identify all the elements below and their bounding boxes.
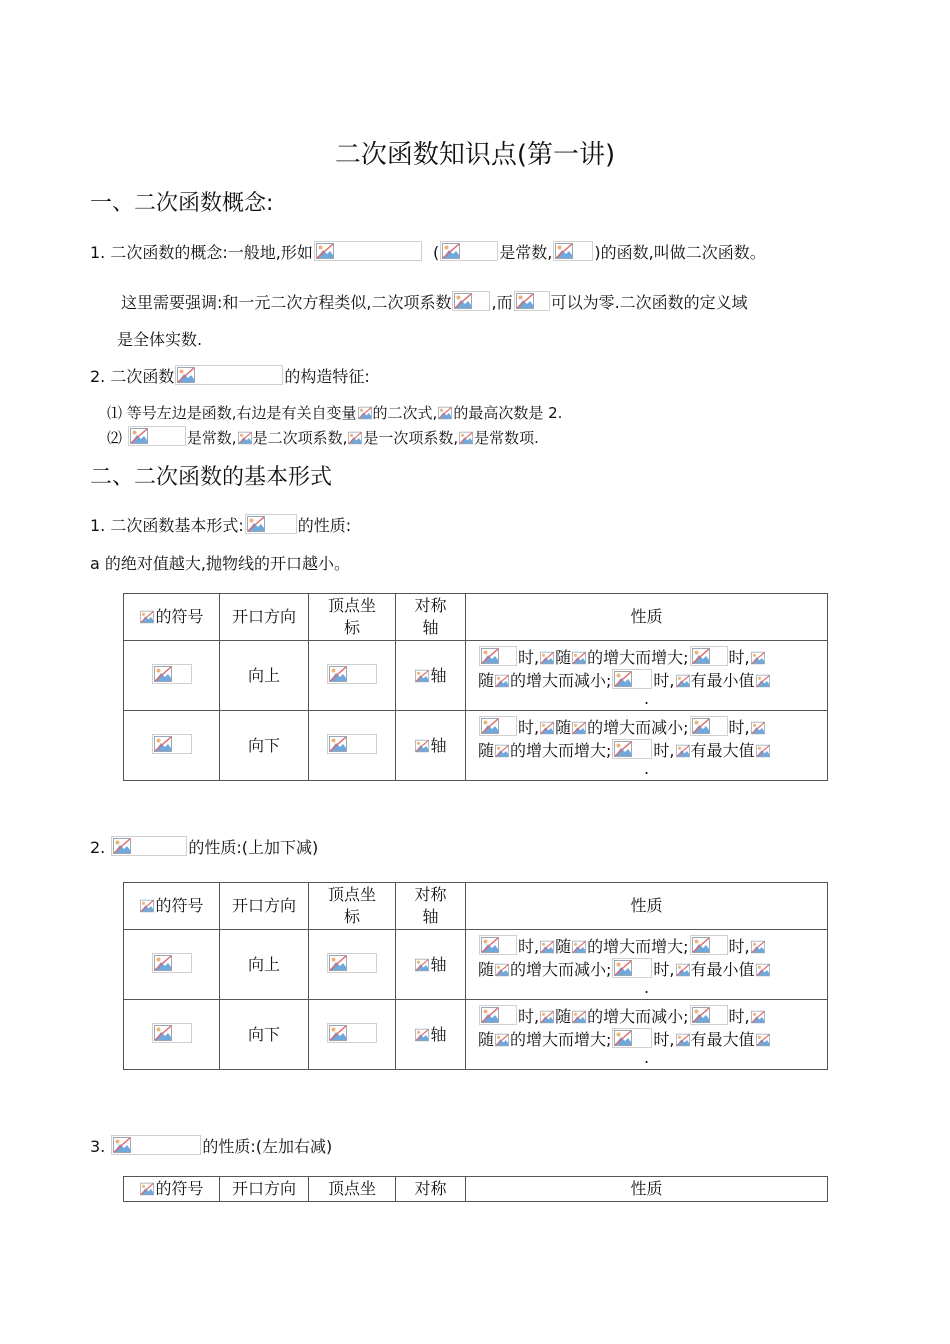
form3-line: [90, 1134, 332, 1157]
formula-image: [479, 1005, 517, 1025]
formula-image: [152, 953, 192, 973]
formula-image: [540, 939, 554, 955]
form1-note: a 的绝对值越大,抛物线的开口越小。: [90, 554, 350, 573]
broken-image-icon: [540, 651, 554, 665]
text-fragment: 有最大值: [690, 1029, 755, 1049]
formula-image: [690, 716, 728, 736]
broken-image-icon: [459, 431, 473, 445]
broken-image-icon: [154, 666, 172, 682]
text-fragment: 是常数项.: [474, 429, 539, 447]
text-fragment: 时,: [518, 1006, 540, 1026]
formula-image: [111, 1135, 201, 1155]
broken-image-icon: [614, 960, 632, 976]
table-row: [124, 1000, 828, 1070]
header-property: 性质: [466, 883, 828, 930]
text-fragment: 的增大而增大;: [510, 740, 612, 760]
formula-image: [152, 1023, 192, 1043]
formula-image: [327, 664, 377, 684]
text-fragment: 的构造特征:: [284, 367, 370, 386]
header-property: 性质: [466, 594, 828, 641]
header-axis: 对称轴: [396, 883, 466, 930]
text-fragment: 1. 二次函数基本形式:: [90, 516, 244, 535]
formula-image: [175, 365, 283, 385]
formula-image: [348, 430, 362, 446]
broken-image-icon: [495, 744, 509, 758]
property-cell: [466, 711, 828, 781]
broken-image-icon: [481, 1007, 499, 1023]
text-fragment: 向下: [220, 711, 309, 781]
header-opening: 开口方向: [220, 883, 309, 930]
text-fragment: 是二次项系数,: [252, 429, 348, 447]
text-fragment: (: [433, 243, 440, 262]
broken-image-icon: [614, 671, 632, 687]
broken-image-icon: [415, 958, 429, 972]
table-cell: [309, 930, 396, 1000]
formula-image: [751, 939, 765, 955]
text-fragment: 的增大而减小;: [510, 959, 612, 979]
broken-image-icon: [676, 674, 690, 688]
table-cell: [396, 711, 466, 781]
text-fragment: 有最小值: [690, 670, 755, 690]
table-cell: [396, 1000, 466, 1070]
broken-image-icon: [692, 718, 710, 734]
header-vertex: 顶点坐标: [309, 883, 396, 930]
text-fragment: 向上: [220, 641, 309, 711]
text-fragment: 随: [478, 1029, 495, 1049]
formula-image: [438, 405, 452, 421]
broken-image-icon: [481, 718, 499, 734]
formula-image: [751, 650, 765, 666]
text-fragment: .: [643, 688, 650, 708]
text-fragment: 的符号: [155, 1179, 204, 1198]
formula-image: [540, 720, 554, 736]
formula-image: [152, 664, 192, 684]
formula-image: [140, 1181, 154, 1197]
broken-image-icon: [154, 1025, 172, 1041]
text-fragment: 时,: [728, 647, 750, 667]
formula-image: [327, 734, 377, 754]
formula-image: [479, 716, 517, 736]
broken-image-icon: [676, 744, 690, 758]
formula-image: [676, 962, 690, 978]
broken-image-icon: [177, 367, 195, 383]
text-fragment: ⑵: [107, 429, 123, 447]
broken-image-icon: [113, 1137, 131, 1153]
broken-image-icon: [756, 744, 770, 758]
broken-image-icon: [540, 721, 554, 735]
text-fragment: 的性质:(上加下减): [188, 838, 319, 857]
text-fragment: 随: [478, 740, 495, 760]
header-axis: 对称轴: [396, 594, 466, 641]
header-sign: [124, 883, 220, 930]
text-fragment: )的函数,叫做二次函数。: [594, 243, 766, 262]
broken-image-icon: [756, 963, 770, 977]
broken-image-icon: [316, 243, 334, 259]
formula-image: [415, 957, 429, 973]
structure-line: [90, 364, 370, 387]
formula-image: [495, 962, 509, 978]
broken-image-icon: [495, 674, 509, 688]
formula-image: [756, 962, 770, 978]
formula-image: [514, 291, 550, 311]
formula-image: [572, 650, 586, 666]
table-cell: [124, 641, 220, 711]
broken-image-icon: [495, 963, 509, 977]
broken-image-icon: [540, 940, 554, 954]
broken-image-icon: [329, 955, 347, 971]
text-fragment: 有最小值: [690, 959, 755, 979]
broken-image-icon: [415, 739, 429, 753]
broken-image-icon: [329, 1025, 347, 1041]
broken-image-icon: [113, 838, 131, 854]
formula-image: [676, 673, 690, 689]
formula-image: [540, 650, 554, 666]
broken-image-icon: [756, 1033, 770, 1047]
header-vertex: 顶点坐: [309, 1177, 396, 1202]
formula-image: [540, 1009, 554, 1025]
broken-image-icon: [329, 666, 347, 682]
text-fragment: 时,: [518, 936, 540, 956]
formula-image: [756, 743, 770, 759]
text-fragment: ,而: [491, 293, 513, 312]
broken-image-icon: [676, 963, 690, 977]
formula-image: [111, 836, 187, 856]
section1-heading: 一、二次函数概念:: [90, 191, 274, 216]
text-fragment: 随: [478, 670, 495, 690]
text-fragment: 轴: [430, 736, 447, 755]
formula-image: [452, 291, 490, 311]
broken-image-icon: [348, 431, 362, 445]
formula-image: [495, 743, 509, 759]
text-fragment: .: [643, 758, 650, 778]
text-fragment: 是常数,: [499, 243, 553, 262]
broken-image-icon: [140, 899, 154, 913]
text-fragment: 3.: [90, 1137, 106, 1156]
broken-image-icon: [572, 940, 586, 954]
formula-image: [690, 1005, 728, 1025]
text-fragment: 轴: [430, 1025, 447, 1044]
formula-image: [756, 673, 770, 689]
text-fragment: 时,: [653, 670, 675, 690]
table-cell: [396, 641, 466, 711]
formula-image: [152, 734, 192, 754]
text-fragment: 随: [555, 1006, 572, 1026]
header-opening: 开口方向: [220, 1177, 309, 1202]
broken-image-icon: [495, 1033, 509, 1047]
formula-image: [751, 1009, 765, 1025]
formula-image: [756, 1032, 770, 1048]
property-cell: [466, 1000, 828, 1070]
broken-image-icon: [130, 428, 148, 444]
formula-image: [459, 430, 473, 446]
table-cell: [309, 1000, 396, 1070]
broken-image-icon: [540, 1010, 554, 1024]
broken-image-icon: [692, 1007, 710, 1023]
formula-image: [238, 430, 252, 446]
text-fragment: 的增大而增大;: [587, 936, 689, 956]
formula-image: [128, 426, 186, 446]
text-fragment: 时,: [653, 1029, 675, 1049]
broken-image-icon: [415, 1028, 429, 1042]
formula-image: [140, 609, 154, 625]
formula-image: [572, 939, 586, 955]
text-fragment: 时,: [728, 717, 750, 737]
formula-image: [690, 646, 728, 666]
header-opening: 开口方向: [220, 594, 309, 641]
formula-image: [572, 720, 586, 736]
broken-image-icon: [692, 937, 710, 953]
form2-line: [90, 835, 318, 858]
note-line-2: 是全体实数.: [117, 330, 203, 349]
text-fragment: 的性质:(左加右减): [202, 1137, 333, 1156]
formula-image: [327, 953, 377, 973]
text-fragment: 时,: [653, 959, 675, 979]
text-fragment: 的最高次数是 2.: [453, 404, 563, 422]
formula-image: [572, 1009, 586, 1025]
table-cell: [124, 711, 220, 781]
broken-image-icon: [358, 406, 372, 420]
broken-image-icon: [572, 1010, 586, 1024]
formula-image: [358, 405, 372, 421]
text-fragment: 随: [555, 936, 572, 956]
text-fragment: 时,: [728, 936, 750, 956]
broken-image-icon: [438, 406, 452, 420]
formula-image: [612, 739, 652, 759]
broken-image-icon: [516, 293, 534, 309]
table-row: [124, 930, 828, 1000]
formula-image: [415, 1027, 429, 1043]
text-fragment: 的二次式,: [372, 404, 438, 422]
header-sign: [124, 594, 220, 641]
broken-image-icon: [751, 651, 765, 665]
text-fragment: 这里需要强调:和一元二次方程类似,二次项系数: [121, 293, 452, 312]
page-title: 二次函数知识点(第一讲): [334, 140, 616, 170]
broken-image-icon: [454, 293, 472, 309]
header-axis: 对称: [396, 1177, 466, 1202]
form1-line: [90, 513, 351, 536]
property-table-2: [123, 882, 828, 1070]
text-fragment: 的增大而增大;: [510, 1029, 612, 1049]
text-fragment: 随: [555, 717, 572, 737]
formula-image: [612, 669, 652, 689]
formula-image: [612, 1028, 652, 1048]
broken-image-icon: [614, 741, 632, 757]
text-fragment: 向上: [220, 930, 309, 1000]
table-cell: [309, 641, 396, 711]
property-table-3: [123, 1176, 828, 1202]
broken-image-icon: [572, 651, 586, 665]
broken-image-icon: [751, 721, 765, 735]
broken-image-icon: [481, 937, 499, 953]
text-fragment: 可以为零.二次函数的定义域: [550, 293, 748, 312]
text-fragment: 的符号: [155, 896, 204, 915]
formula-image: [676, 1032, 690, 1048]
table-cell: [396, 930, 466, 1000]
text-fragment: 时,: [653, 740, 675, 760]
broken-image-icon: [756, 674, 770, 688]
broken-image-icon: [481, 648, 499, 664]
text-fragment: 2.: [90, 838, 106, 857]
broken-image-icon: [140, 610, 154, 624]
formula-image: [676, 743, 690, 759]
text-fragment: 的性质:: [297, 516, 352, 535]
text-fragment: 向下: [220, 1000, 309, 1070]
text-fragment: 轴: [430, 955, 447, 974]
text-fragment: 时,: [518, 647, 540, 667]
broken-image-icon: [614, 1030, 632, 1046]
text-fragment: 是常数,: [186, 429, 237, 447]
note-line: [121, 290, 748, 313]
formula-image: [314, 241, 422, 261]
header-vertex: 顶点坐标: [309, 594, 396, 641]
broken-image-icon: [555, 243, 573, 259]
formula-image: [327, 1023, 377, 1043]
broken-image-icon: [692, 648, 710, 664]
text-fragment: 的符号: [155, 607, 204, 626]
broken-image-icon: [415, 669, 429, 683]
formula-image: [495, 1032, 509, 1048]
broken-image-icon: [329, 736, 347, 752]
text-fragment: 随: [478, 959, 495, 979]
text-fragment: 的增大而增大;: [587, 647, 689, 667]
text-fragment: 有最大值: [690, 740, 755, 760]
broken-image-icon: [751, 1010, 765, 1024]
formula-image: [479, 646, 517, 666]
table-row: [124, 641, 828, 711]
broken-image-icon: [676, 1033, 690, 1047]
section2-heading: 二、二次函数的基本形式: [90, 465, 333, 490]
text-fragment: .: [643, 977, 650, 997]
broken-image-icon: [154, 955, 172, 971]
text-fragment: 的增大而减小;: [587, 717, 689, 737]
formula-image: [245, 514, 297, 534]
text-fragment: 时,: [518, 717, 540, 737]
formula-image: [751, 720, 765, 736]
formula-image: [495, 673, 509, 689]
broken-image-icon: [247, 516, 265, 532]
header-sign: [124, 1177, 220, 1202]
property-cell: [466, 930, 828, 1000]
formula-image: [690, 935, 728, 955]
text-fragment: 1. 二次函数的概念:一般地,形如: [90, 243, 313, 262]
broken-image-icon: [751, 940, 765, 954]
text-fragment: 的增大而减小;: [587, 1006, 689, 1026]
text-fragment: 时,: [728, 1006, 750, 1026]
formula-image: [553, 241, 593, 261]
text-fragment: .: [643, 1047, 650, 1067]
formula-image: [140, 898, 154, 914]
table-cell: [124, 1000, 220, 1070]
broken-image-icon: [572, 721, 586, 735]
formula-image: [440, 241, 498, 261]
broken-image-icon: [238, 431, 252, 445]
text-fragment: ⑴ 等号左边是函数,右边是有关自变量: [107, 404, 357, 422]
feature-2: [107, 426, 539, 448]
header-property: 性质: [466, 1177, 828, 1202]
broken-image-icon: [140, 1182, 154, 1196]
text-fragment: 轴: [430, 666, 447, 685]
concept-line: [90, 240, 766, 263]
formula-image: [479, 935, 517, 955]
table-cell: [309, 711, 396, 781]
property-cell: [466, 641, 828, 711]
feature-1: [107, 402, 562, 423]
formula-image: [415, 668, 429, 684]
formula-image: [612, 958, 652, 978]
formula-image: [415, 738, 429, 754]
broken-image-icon: [442, 243, 460, 259]
table-row: [124, 711, 828, 781]
text-fragment: 是一次项系数,: [363, 429, 459, 447]
table-cell: [124, 930, 220, 1000]
text-fragment: 的增大而减小;: [510, 670, 612, 690]
broken-image-icon: [154, 736, 172, 752]
property-table-1: [123, 593, 828, 781]
text-fragment: 随: [555, 647, 572, 667]
text-fragment: 2. 二次函数: [90, 367, 175, 386]
